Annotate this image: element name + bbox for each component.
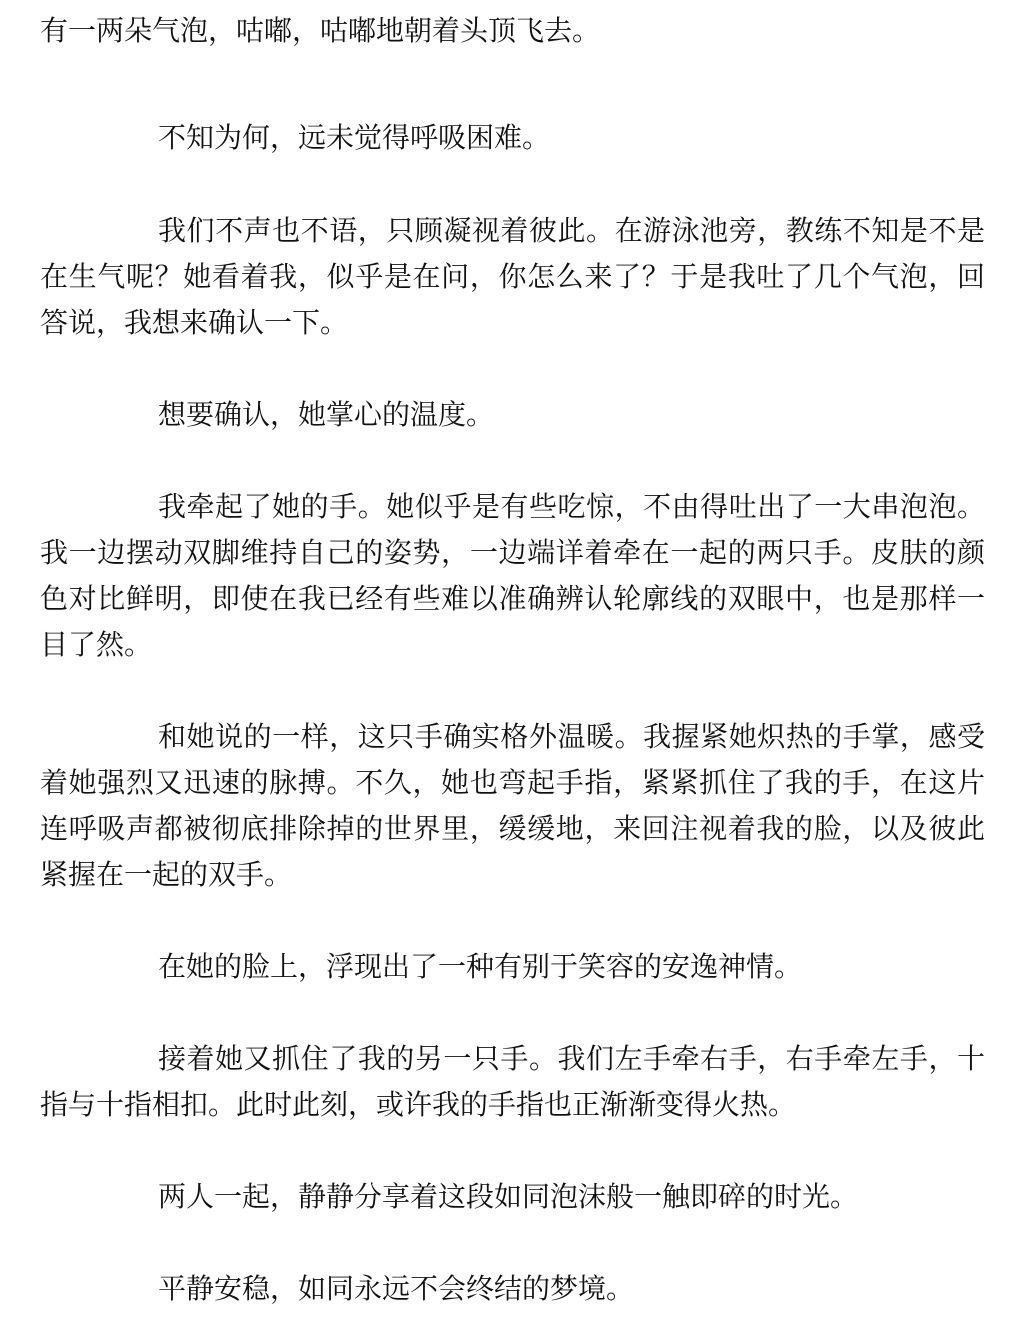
paragraph-1: 有一两朵气泡，咕嘟，咕嘟地朝着头顶飞去。	[40, 14, 601, 47]
paragraph-5: 我牵起了她的手。她似乎是有些吃惊，不由得吐出了一大串泡泡。我一边摆动双脚维持自己的姿势，一边端详着牵在一起的两只手。皮肤的颜色对比鲜明，即使在我已经有些难以准确辨认轮廓线的双眼中，也是那样一目了然。	[40, 490, 985, 661]
paragraph-8: 接着她又抓住了我的另一只手。我们左手牵右手，右手牵左手，十指与十指相扣。此时此刻，或许我的手指也正渐渐变得火热。	[40, 1042, 985, 1121]
paragraph-4: 想要确认，她掌心的温度。	[158, 398, 495, 431]
paragraph-2: 不知为何，远未觉得呼吸困难。	[158, 121, 551, 154]
paragraph-7: 在她的脸上，浮现出了一种有别于笑容的安逸神情。	[158, 950, 803, 983]
paragraph-6: 和她说的一样，这只手确实格外温暖。我握紧她炽热的手掌，感受着她强烈又迅速的脉搏。不久，她也弯起手指，紧紧抓住了我的手，在这片连呼吸声都被彻底排除掉的世界里，缓缓地，来回注视着我的脸，以及彼此紧握在一起的双手。	[40, 720, 985, 891]
paragraph-3: 我们不声也不语，只顾凝视着彼此。在游泳池旁，教练不知是不是在生气呢？她看着我，似乎是在问，你怎么来了？于是我吐了几个气泡，回答说，我想来确认一下。	[40, 214, 985, 339]
paragraph-9: 两人一起，静静分享着这段如同泡沫般一触即碎的时光。	[158, 1180, 859, 1213]
paragraph-10: 平静安稳，如同永远不会终结的梦境。	[158, 1272, 635, 1305]
